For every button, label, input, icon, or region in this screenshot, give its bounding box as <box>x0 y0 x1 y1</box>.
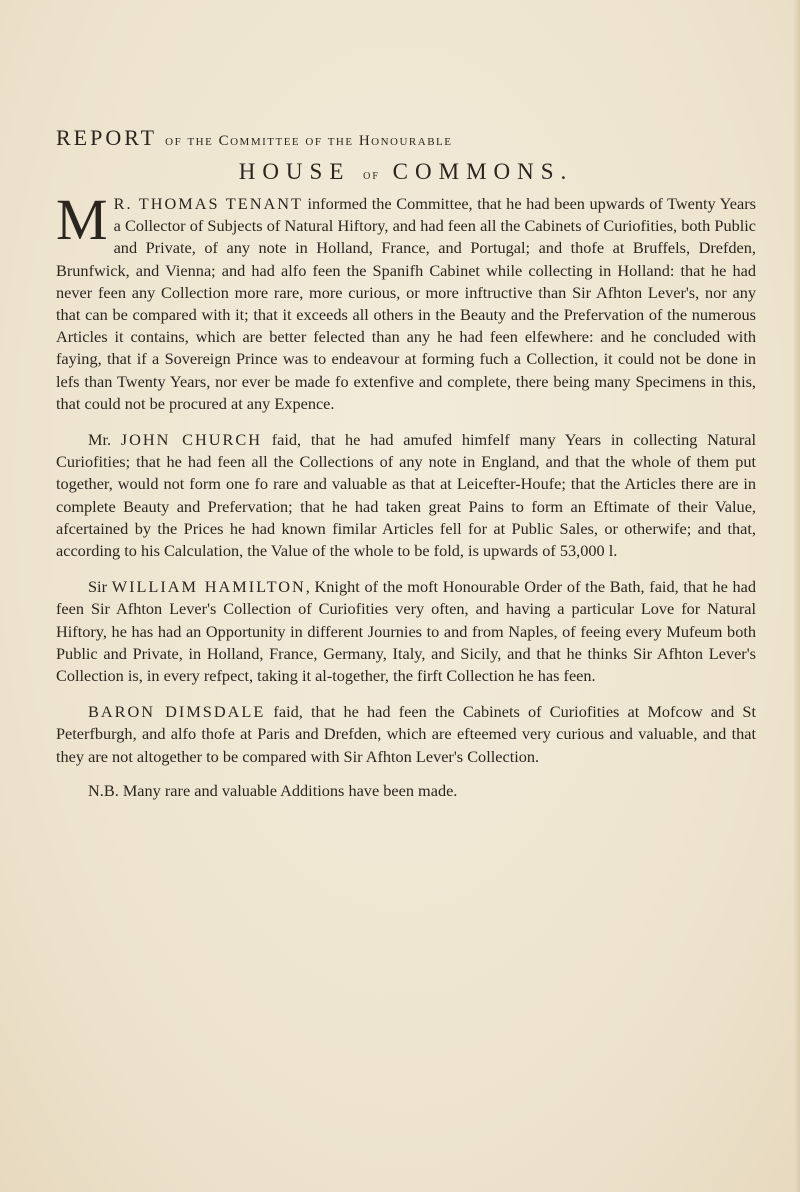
paragraph-text: faid, that he had feen the Cabinets of Curiofities at Mofcow and St Peterfburgh, and alfo thofe at Paris and Drefden, which are efteemed very curious and valuable, and that they are not altogether to be compared with Sir Afhton Lever's Collection. <box>56 702 756 766</box>
of-word: of <box>363 168 380 183</box>
paragraph-dimsdale <box>56 701 756 768</box>
name-baron-dimsdale: BARON DIMSDALE <box>88 702 266 722</box>
name-thomas-tenant: R. THOMAS TENANT <box>113 194 303 213</box>
report-title <box>56 125 756 151</box>
paragraph-tenant <box>56 187 756 415</box>
nota-bene: N.B. Many rare and valuable Additions have been made. <box>88 780 458 800</box>
name-john-church: JOHN CHURCH <box>120 430 262 450</box>
commons-word: COMMONS. <box>392 159 574 184</box>
paragraph-text: faid, that he had amufed himfelf many Years in collecting Natural Curiofities; that he had feen all the Collections of any note in England, and that the whole of them put together, would not form one fo rare and valuable as that at Leicefter-Houfe; that the Articles there are in complete Beauty and Prefervation; that he had taken great Pains to form an Eftimate of their Value, afcertained by the Prices he had known fimilar Articles fell for at Public Sales, or otherwife; and that, according to his Calculation, the Value of the whole to be fold, is upwards of 53,000 l. <box>56 430 756 561</box>
name-william-hamilton: WILLIAM HAMILTON <box>111 577 306 597</box>
paragraph-text: informed the Committee, that he had been upwards of Twenty Years a Collector of Subjects of Natural Hiftory, and had feen all the Cabinets of Curiofities, both Public and Private, of any note in Holland, France, and Portugal; and thofe at Bruffels, Drefden, Brunfwick, and Vienna; and had alfo feen the Spanifh Cabinet while collecting in Holland: that he had never feen any Collection more rare, more curious, or more inftructive than Sir Afhton Lever's, nor any that can be compared with it; that it exceeds all others in the Beauty and the Prefervation of the numerous Articles it contains, which are better felected than any he had feen elfewhere: and he concluded with faying, that if a Sovereign Prince was to endeavour at forming fuch a Collection, it could not be done in lefs than Twenty Years, nor ever be made fo extenfive and complete, there being many Specimens in this, that could not be procured at any Expence. <box>56 194 756 413</box>
committee-phrase: of the Committee of the Honourable <box>165 133 453 149</box>
drop-cap: M <box>56 187 108 252</box>
document-body <box>56 125 756 802</box>
paragraph-church <box>56 429 756 562</box>
title-prefix: Sir <box>88 577 112 597</box>
paragraph-text: , Knight of the moft Honourable Order of the Bath, faid, that he had feen Sir Afhton Lever's Collection of Curiofities very often, and having a particular Love for Natural Hiftory, he has had an Opportunity in different Journies to and from Naples, of feeing every Mufeum both Public and Private, in Holland, France, Germany, Italy, and Sicily, and that he thinks Sir Afhton Lever's Collection is, in every refpect, taking it al-together, the firft Collection he has feen. <box>56 577 757 686</box>
house-word: HOUSE <box>238 159 351 184</box>
page-edge <box>794 0 800 1192</box>
report-word: REPORT <box>56 125 157 150</box>
house-title <box>56 159 756 185</box>
paragraph-hamilton <box>56 576 756 687</box>
title-prefix: Mr. <box>88 430 121 450</box>
